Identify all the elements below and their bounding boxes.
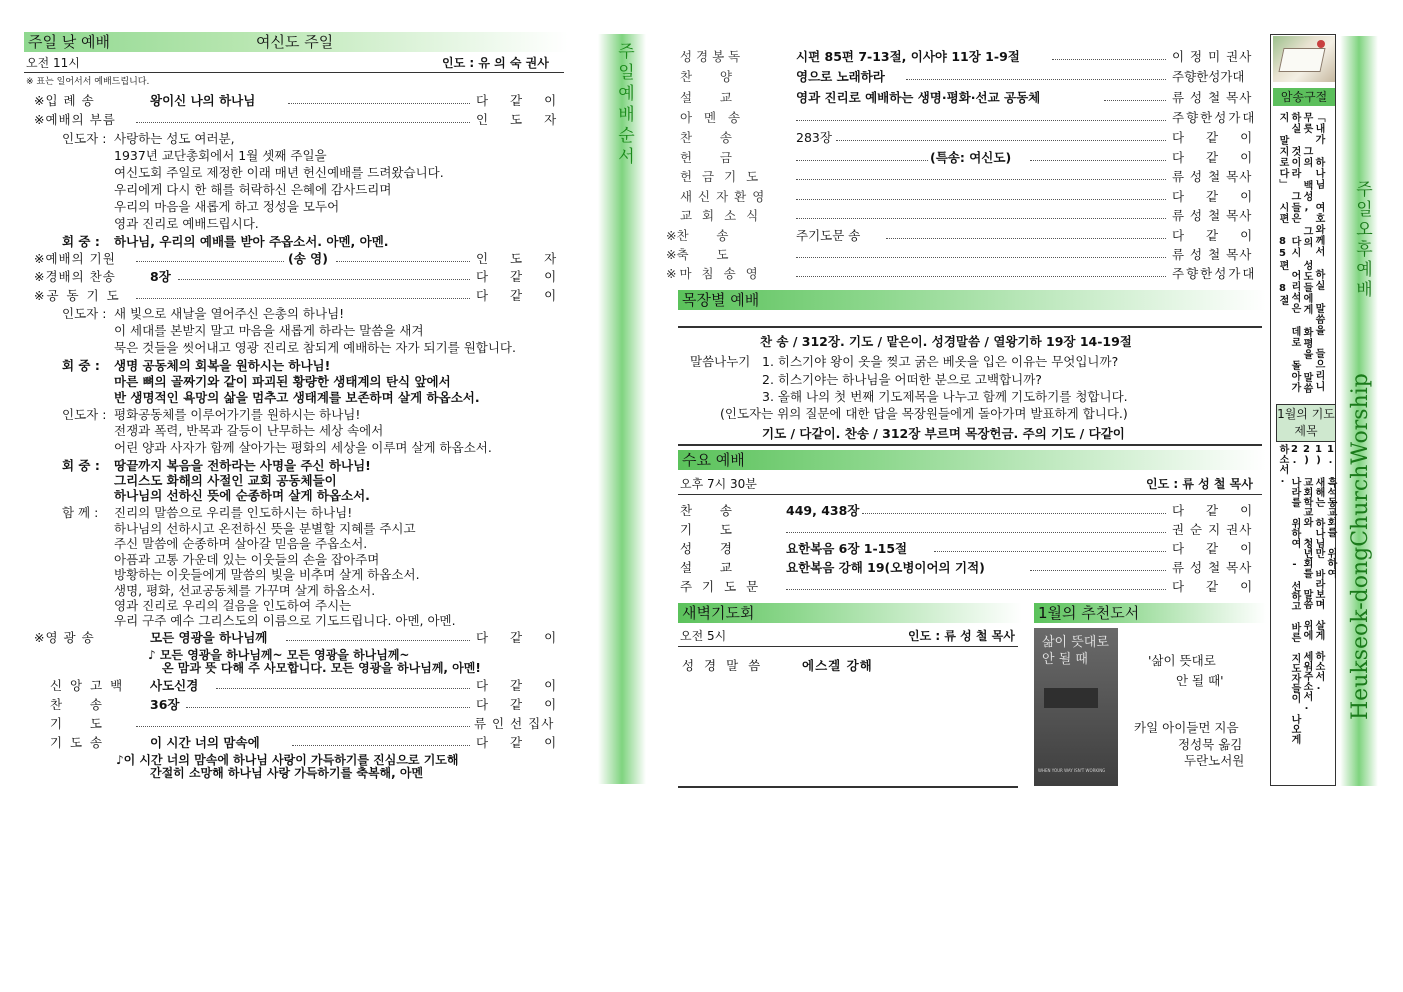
item-text: 이 시간 너의 맘속에: [150, 735, 260, 750]
book-title: 1월의 추천도서: [1038, 604, 1140, 622]
item-who: 주향한성가대: [1172, 110, 1257, 125]
item-label: ※경배의 찬송: [34, 269, 116, 284]
leader-dots: [136, 113, 470, 123]
leader-dots: [136, 289, 470, 299]
item-label: ※공 동 기 도: [34, 288, 121, 303]
prayer-line: 하나님의 선하시고 온전하신 뜻을 분별할 지혜를 주시고: [114, 521, 416, 536]
leader-dots: [934, 542, 1166, 552]
item-who: 다 같 이: [476, 269, 559, 284]
prayer-line: 새 빛으로 새날을 열어주신 은총의 하나님!: [114, 306, 345, 321]
mokjang-line: 찬 송 / 312장. 기도 / 맡은이. 성경말씀 / 열왕기하 19장 14-19절: [760, 334, 1132, 349]
item-text: (송 영): [288, 251, 328, 266]
church-name-vertical: Heukseok-dongChurchWorship: [1348, 373, 1373, 720]
item-who: 다 같 이: [1172, 189, 1255, 204]
prayer-song-lyrics: ♪이 시간 너의 맘속에 하나님 사랑이 가득하기를 진심으로 기도해: [116, 753, 459, 767]
item-text: 왕이신 나의 하나님: [150, 93, 256, 108]
prayer-song-lyrics: 간절히 소망해 하나님 사랑 가득하기를 축복해, 아멘: [150, 766, 424, 780]
item-label: 기 도: [50, 716, 102, 731]
dawn-time: 오전 5시: [680, 629, 727, 643]
prayer-line: 생명, 평화, 선교공동체를 가꾸며 살게 하옵소서.: [114, 583, 376, 598]
cover-title: 삶이 뜻대로 안 될 때: [1042, 635, 1109, 667]
question: 3. 올해 나의 첫 번째 기도제목을 나누고 함께 기도하기를 청합니다.: [762, 389, 1128, 404]
item-who: 권 순 지 권사: [1172, 522, 1253, 537]
prayer-line: 어린 양과 사자가 함께 살아가는 평화의 세상을 이루며 살게 하옵소서.: [114, 440, 492, 455]
leader-dots: [136, 717, 470, 727]
item-who: 인 도 자: [476, 251, 559, 266]
leader-dots: [796, 190, 1166, 200]
call-response: 하나님, 우리의 예배를 받아 주옵소서. 아멘, 아멘.: [114, 234, 389, 249]
prayer-role: 회 중 :: [62, 358, 100, 373]
service-time: 오전 11시: [26, 56, 80, 70]
item-who: 이 정 미 권사: [1172, 49, 1253, 64]
leader-dots: [178, 270, 470, 280]
item-label: 찬 송: [680, 130, 732, 145]
item-who: 류 성 철 목사: [1172, 208, 1253, 223]
prayer-line: 주신 말씀에 순종하며 살아갈 믿음을 주옵소서.: [114, 536, 368, 551]
item-who: 다 같 이: [476, 288, 559, 303]
item-text: 영으로 노래하라: [796, 69, 885, 84]
prayer-item: 2) 교회학교와 청년회를 말씀 위에 세워주소서.: [1301, 444, 1312, 712]
leader-dots: [186, 698, 470, 708]
prayer-line: 그리스도 화해의 사절인 교회 공동체들이: [114, 473, 337, 488]
item-label: 성 경 봉 독: [680, 49, 741, 64]
afternoon-title: 주일오후예배: [1352, 180, 1372, 300]
dawn-header: [678, 603, 1022, 623]
leader-dots: [136, 252, 284, 262]
mokjang-header: [678, 290, 1266, 310]
memory-text: 「내가 하나님 여호와께서 하실 말씀을 들으리니 무릇 그의 백성, 그의 성도들에게 화평을 말씀하실 것이라 그들은 다시 어리석은 데로 돌아가지 말지로다」 시편 85편 8절: [1277, 112, 1324, 394]
divider: [678, 326, 1262, 328]
call-line: 여신도회 주일로 제정한 이래 매년 헌신예배를 드려왔습니다.: [114, 165, 444, 180]
item-who: 다 같 이: [476, 93, 559, 108]
call-line: 우리의 마음을 새롭게 하고 정성을 모두어: [114, 199, 340, 214]
item-text: (특송: 여신도): [930, 150, 1012, 165]
item-who: 다 같 이: [476, 678, 559, 693]
prayer-item: 1. 흑석동교회를 위하여: [1325, 444, 1336, 578]
cover-subtitle: WHEN YOUR WAY ISN'T WORKING: [1038, 768, 1106, 773]
wed-time: 오후 7시 30분: [680, 477, 757, 491]
dawn-label: 성 경 말 씀: [682, 658, 764, 673]
item-text: 영과 진리로 예배하는 생명·평화·선교 공동체: [796, 90, 1041, 105]
item-label: 헌 금: [680, 150, 732, 165]
leader-dots: [286, 631, 470, 641]
memory-title: 암송구절: [1280, 90, 1328, 104]
center-title: 주일예배순서: [614, 42, 634, 168]
item-who: 류 성 철 목사: [1172, 247, 1253, 262]
dawn-text: 에스겔 강해: [802, 658, 873, 673]
question: 2. 히스기야는 하나님을 어떠한 분으로 고백합니까?: [762, 372, 1042, 387]
item-who: 다 같 이: [1172, 503, 1255, 518]
book-quote: 안 될 때': [1176, 673, 1224, 688]
service-leader: 인도 : 유 의 숙 권사: [442, 56, 549, 70]
prayer-line: 땅끝까지 복음을 전하라는 사명을 주신 하나님!: [114, 458, 371, 473]
prayer-line: 우리 구주 예수 그리스도의 이름으로 기도드립니다. 아멘, 아멘.: [114, 613, 456, 628]
mokjang-title: 목장별 예배: [682, 291, 760, 309]
header-title: 주일 낮 예배: [28, 33, 110, 51]
divider: [678, 786, 1018, 788]
item-text: 283장: [796, 130, 832, 145]
item-text: 요한복음 강해 19(오병이어의 기적): [786, 560, 985, 575]
item-label: 헌 금 기 도: [680, 169, 762, 184]
item-who: 류 성 철 목사: [1172, 560, 1253, 575]
book-publisher: 두란노서원: [1184, 753, 1245, 768]
leader-dots: [1030, 151, 1166, 161]
item-label: ※입 례 송: [34, 93, 95, 108]
leader-dots: [292, 736, 470, 746]
leader-dots: [288, 94, 470, 104]
item-who: 주향한성가대: [1172, 266, 1257, 281]
rose-icon: [1317, 40, 1325, 48]
bible-photo: [1273, 36, 1335, 82]
item-who: 인 도 자: [476, 112, 559, 127]
item-who: 다 같 이: [1172, 130, 1255, 145]
prayer-line: 마른 뼈의 골짜기와 같이 파괴된 황량한 생태계의 탄식 앞에서: [114, 374, 451, 389]
prayer-role: 인도자 :: [62, 306, 107, 321]
leader-dots: [796, 267, 1166, 277]
prayer-item: 1) 새해는 하나님만 바라보며 살게 하소서.: [1313, 444, 1324, 692]
question: 1. 히스기야 왕이 옷을 찢고 굵은 베옷을 입은 이유는 무엇입니까?: [762, 354, 1119, 369]
dawn-leader: 인도 : 류 성 철 목사: [908, 629, 1015, 643]
item-label: 기 도 송: [50, 735, 103, 750]
prayer-line: 영과 진리로 우리의 걸음을 인도하여 주시는: [114, 598, 352, 613]
item-who: 다 같 이: [1172, 228, 1255, 243]
call-line: 사랑하는 성도 여러분,: [114, 131, 235, 146]
glory-lyrics: 온 맘과 뜻 다해 주 사모합니다. 모든 영광을 하나님께, 아멘!: [162, 661, 481, 675]
item-label: 새 신 자 환 영: [680, 189, 766, 204]
prayer-line: 이 세대를 본받지 말고 마음을 새롭게 하라는 말씀을 새겨: [114, 323, 424, 338]
call-role: 인도자 :: [62, 131, 107, 146]
divider: [24, 72, 564, 73]
dawn-title: 새벽기도회: [682, 604, 755, 622]
item-label: ※축 도: [666, 247, 729, 262]
standing-note: ※ 표는 일어서서 예배드립니다.: [26, 77, 150, 87]
leader-dots: [796, 111, 1166, 121]
call-line: 우리에게 다시 한 해를 허락하신 은혜에 감사드리며: [114, 182, 392, 197]
bible-icon: [1278, 48, 1325, 72]
wed-leader: 인도 : 류 성 철 목사: [1146, 477, 1253, 491]
memory-title-bar: [1273, 88, 1335, 106]
item-label: 주 기 도 문: [680, 579, 762, 594]
prayer-line: 방황하는 이웃들에게 말씀의 빛을 비추며 살게 하옵소서.: [114, 567, 420, 582]
item-label: ※영 광 송: [34, 630, 95, 645]
book-author: 카일 아이들먼 지음: [1134, 720, 1239, 735]
leader-dots: [336, 252, 470, 262]
leader-dots: [796, 248, 1166, 258]
leader-dots: [862, 504, 1166, 514]
item-text: 사도신경: [150, 678, 199, 693]
item-label: 아 멘 송: [680, 110, 741, 125]
item-who: 다 같 이: [1172, 150, 1255, 165]
item-label: ※예배의 기원: [34, 251, 116, 266]
mokjang-closing: 기도 / 다같이. 찬송 / 312장 부르며 목장헌금. 주의 기도 / 다같이: [762, 426, 1125, 441]
item-text: 시편 85편 7-13절, 이사야 11장 1-9절: [796, 49, 1020, 64]
leader-dots: [1104, 91, 1166, 101]
item-label: 설 교: [680, 560, 732, 575]
sunday-worship-header: [24, 32, 568, 52]
prayer-role: 회 중 :: [62, 458, 100, 473]
item-label: 신 앙 고 백: [50, 678, 125, 693]
leader-dots: [786, 523, 1166, 533]
leader-dots: [886, 229, 1166, 239]
leader-dots: [796, 209, 1166, 219]
share-label: 말씀나누기: [690, 354, 751, 369]
item-who: 다 같 이: [476, 735, 559, 750]
prayer-title: 1월의 기도제목: [1277, 407, 1335, 438]
item-label: 찬 송: [50, 697, 102, 712]
book-quote: '삶이 뜻대로: [1148, 653, 1216, 668]
item-who: 다 같 이: [1172, 541, 1255, 556]
leader-dots: [796, 151, 928, 161]
item-text: 주기도문 송: [796, 228, 861, 243]
item-text: 8장: [150, 269, 171, 284]
item-text: 36장: [150, 697, 180, 712]
leader-dots: [836, 131, 1166, 141]
header-subtitle: 여신도 주일: [256, 33, 334, 51]
leader-dots: [796, 170, 1166, 180]
item-text: 요한복음 6장 1-15절: [786, 541, 908, 556]
call-response-role: 회 중 :: [62, 234, 100, 249]
divider: [678, 646, 1018, 647]
item-who: 류 성 철 목사: [1172, 169, 1253, 184]
prayer-role: 인도자 :: [62, 407, 107, 422]
item-label: ※찬 송: [666, 228, 729, 243]
prayer-role: 함 께 :: [62, 505, 99, 520]
leader-dots: [1030, 561, 1166, 571]
item-label: 찬 양: [680, 69, 732, 84]
item-text: 모든 영광을 하나님께: [150, 630, 268, 645]
prayer-line: 진리의 말씀으로 우리를 인도하시는 하나님!: [114, 505, 353, 520]
item-label: 교 회 소 식: [680, 208, 762, 223]
mokjang-note: (인도자는 위의 질문에 대한 답을 목장원들에게 돌아가며 발표하게 합니다.): [720, 406, 1128, 421]
leader-dots: [786, 580, 1166, 590]
item-text: 449, 438장: [786, 503, 860, 518]
cover-box: [1044, 688, 1098, 708]
book-translator: 정성묵 옮김: [1178, 737, 1243, 752]
item-label: ※마 침 송 영: [666, 266, 761, 281]
item-label: 설 교: [680, 90, 732, 105]
prayer-line: 반 생명적인 욕망의 삶을 멈추고 생태계를 보존하며 살게 하옵소서.: [114, 390, 480, 405]
leader-dots: [216, 679, 470, 689]
item-label: 성 경: [680, 541, 732, 556]
prayer-line: 묵은 것들을 씻어내고 영광 진리로 참되게 예배하는 자가 되기를 원합니다.: [114, 340, 516, 355]
wed-header: [678, 450, 1266, 470]
item-who: 류 성 철 목사: [1172, 90, 1253, 105]
item-who: 류 인 선 집사: [474, 716, 555, 731]
item-label: 기 도: [680, 522, 732, 537]
book-header: [1034, 603, 1266, 623]
leader-dots: [1052, 50, 1166, 60]
prayer-item: 2. 나라를 위하여 - 선하고 바른 지도자들이 나오게 하소서.: [1277, 444, 1300, 744]
glory-lyrics: ♪ 모든 영광을 하나님께~ 모든 영광을 하나님께~: [148, 648, 410, 662]
item-who: 다 같 이: [1172, 579, 1255, 594]
divider: [678, 494, 1262, 495]
prayer-line: 하나님의 선하신 뜻에 순종하며 살게 하옵소서.: [114, 488, 370, 503]
prayer-items: [1276, 444, 1336, 764]
call-line: 1937년 교단총회에서 1월 셋째 주일을: [114, 148, 327, 163]
wed-title: 수요 예배: [682, 451, 745, 469]
item-who: 주향한성가대: [1172, 69, 1245, 84]
leader-dots: [906, 70, 1166, 80]
prayer-title-box: [1276, 404, 1336, 442]
book-cover: [1034, 628, 1118, 786]
prayer-line: 전쟁과 폭력, 반목과 갈등이 난무하는 세상 속에서: [114, 423, 384, 438]
prayer-line: 생명 공동체의 회복을 원하시는 하나님!: [114, 358, 331, 373]
prayer-line: 아픔과 고통 가운데 있는 이웃들의 손을 잡아주며: [114, 552, 380, 567]
divider: [678, 444, 1262, 446]
item-who: 다 같 이: [476, 697, 559, 712]
item-label: ※예배의 부름: [34, 112, 116, 127]
call-line: 영과 진리로 예배드립시다.: [114, 216, 259, 231]
item-label: 찬 송: [680, 503, 732, 518]
item-who: 다 같 이: [476, 630, 559, 645]
prayer-line: 평화공동체를 이루어가기를 원하시는 하나님!: [114, 407, 361, 422]
